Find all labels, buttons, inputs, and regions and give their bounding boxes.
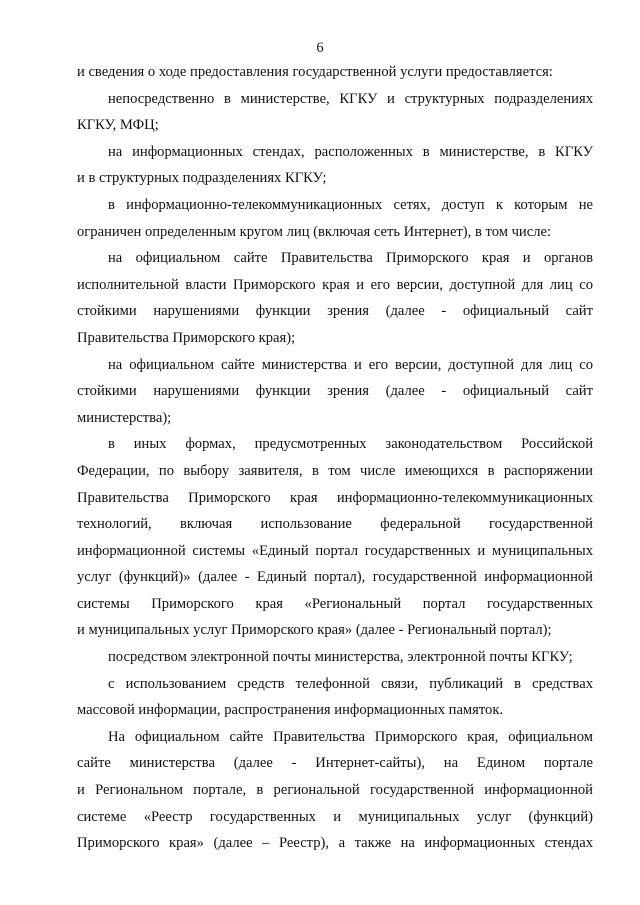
text-line: на информационных стендах, расположенных в министерстве, в КГКУ: [108, 143, 593, 160]
page-number: 6: [316, 40, 324, 56]
text-line: системе «Реестр государственных и муниципальных услуг (функций): [77, 808, 593, 825]
text-line: в информационно-телекоммуникационных сетях, доступ к которым не: [108, 196, 593, 213]
text-line: исполнительной власти Приморского края и его версии, доступной для лиц со: [77, 276, 593, 293]
text-line: Приморского края» (далее – Реестр), а также на информационных стендах: [77, 835, 593, 852]
text-line: непосредственно в министерстве, КГКУ и структурных подразделениях: [108, 90, 593, 107]
text-line: Правительства Приморского края);: [77, 329, 296, 346]
text-line: технологий, включая использование федеральной государственной: [77, 516, 593, 533]
text-line: и в структурных подразделениях КГКУ;: [77, 170, 327, 187]
text-line: на официальном сайте Правительства Приморского края и органов: [108, 250, 593, 267]
text-line: информационной системы «Единый портал государственных и муниципальных: [77, 542, 593, 559]
text-line: посредством электронной почты министерства, электронной почты КГКУ;: [108, 649, 573, 666]
text-line: и сведения о ходе предоставления государственной услуги предоставляется:: [77, 64, 553, 80]
text-line: с использованием средств телефонной связи, публикаций в средствах: [108, 675, 593, 692]
text-line: Федерации, по выбору заявителя, в том числе имеющихся в распоряжении: [77, 462, 593, 479]
text-line: на официальном сайте министерства и его версии, доступной для лиц со: [108, 356, 593, 373]
text-line: массовой информации, распространения информационных памяток.: [77, 702, 504, 719]
text-line: стойкими нарушениями функции зрения (далее - официальный сайт: [77, 303, 593, 320]
text-line: системы Приморского края «Региональный портал государственных: [77, 595, 593, 612]
text-line: в иных формах, предусмотренных законодательством Российской: [108, 436, 593, 453]
text-line: услуг (функций)» (далее - Единый портал), государственной информационной: [77, 569, 593, 586]
text-line: и муниципальных услуг Приморского края» (далее - Региональный портал);: [77, 622, 552, 639]
text-line: министерства);: [77, 409, 172, 426]
text-line: сайте министерства (далее - Интернет-сайты), на Едином портале: [77, 755, 593, 772]
text-line: На официальном сайте Правительства Приморского края, официальном: [108, 728, 593, 745]
text-line: КГКУ, МФЦ;: [77, 117, 159, 134]
document-body: [77, 59, 593, 857]
text-line: стойкими нарушениями функции зрения (далее - официальный сайт: [77, 383, 593, 400]
text-line: и Региональном портале, в региональной государственной информационной: [77, 782, 593, 799]
text-line: Правительства Приморского края информационно-телекоммуникационных: [77, 489, 593, 506]
text-line: ограничен определенным кругом лиц (включая сеть Интернет), в том числе:: [77, 223, 552, 240]
